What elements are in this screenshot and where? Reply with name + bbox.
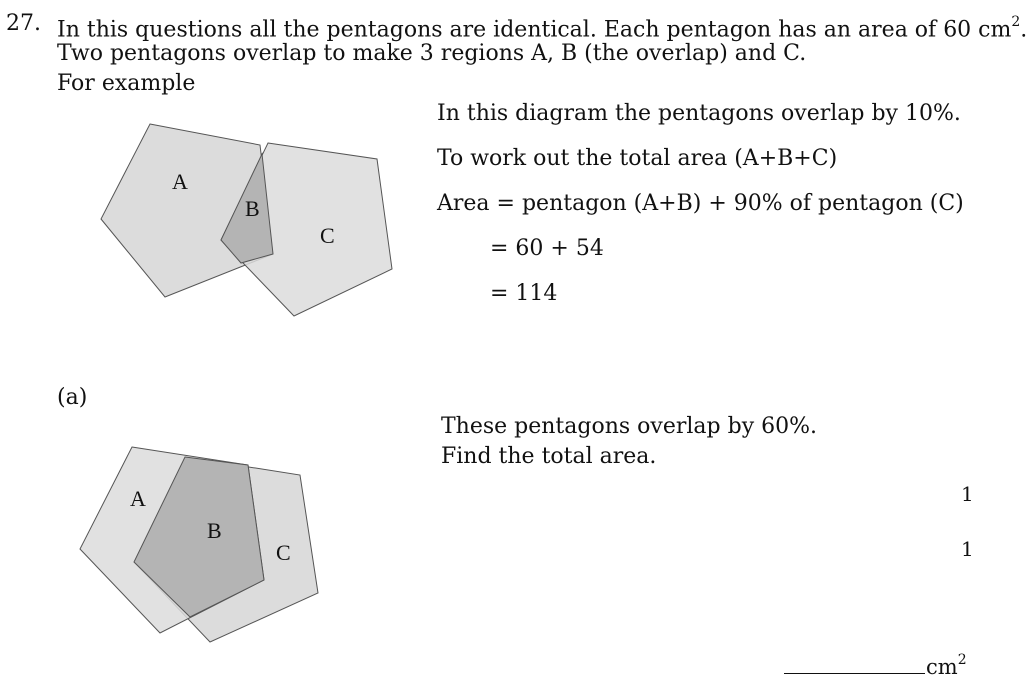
question-line-2: Two pentagons overlap to make 3 regions A, B (the overlap) and C. [57,41,807,66]
example-text-3: Area = pentagon (A+B) + 90% of pentagon (C) [437,191,964,216]
part-a-label-a: A [130,486,146,511]
example-label-c: C [320,223,335,248]
answer-line[interactable] [784,673,925,674]
answer-unit-superscript: 2 [957,652,967,668]
example-text-1: In this diagram the pentagons overlap by 10%. [437,101,961,126]
example-label-b: B [245,196,260,221]
mark-2: 1 [961,537,974,561]
superscript-2: 2 [1011,14,1021,30]
mark-1: 1 [961,482,974,506]
part-a-text-2: Find the total area. [441,444,657,469]
part-a-label: (a) [57,385,88,410]
answer-unit-text: cm [926,655,958,679]
part-a-text-1: These pentagons overlap by 60%. [441,414,818,439]
example-text-4: = 60 + 54 [490,236,604,261]
example-label-a: A [172,169,188,194]
question-line-1-text: In this questions all the pentagons are identical. Each pentagon has an area of 60 cm [57,17,1012,43]
question-line-3: For example [57,71,196,96]
part-a-label-c: C [276,540,291,565]
example-text-2: To work out the total area (A+B+C) [437,146,838,171]
question-line-1-period: . [1020,17,1027,43]
answer-unit [926,649,967,680]
part-a-label-b: B [207,518,222,543]
question-number: 27. [6,11,41,36]
example-text-5: = 114 [490,281,558,306]
